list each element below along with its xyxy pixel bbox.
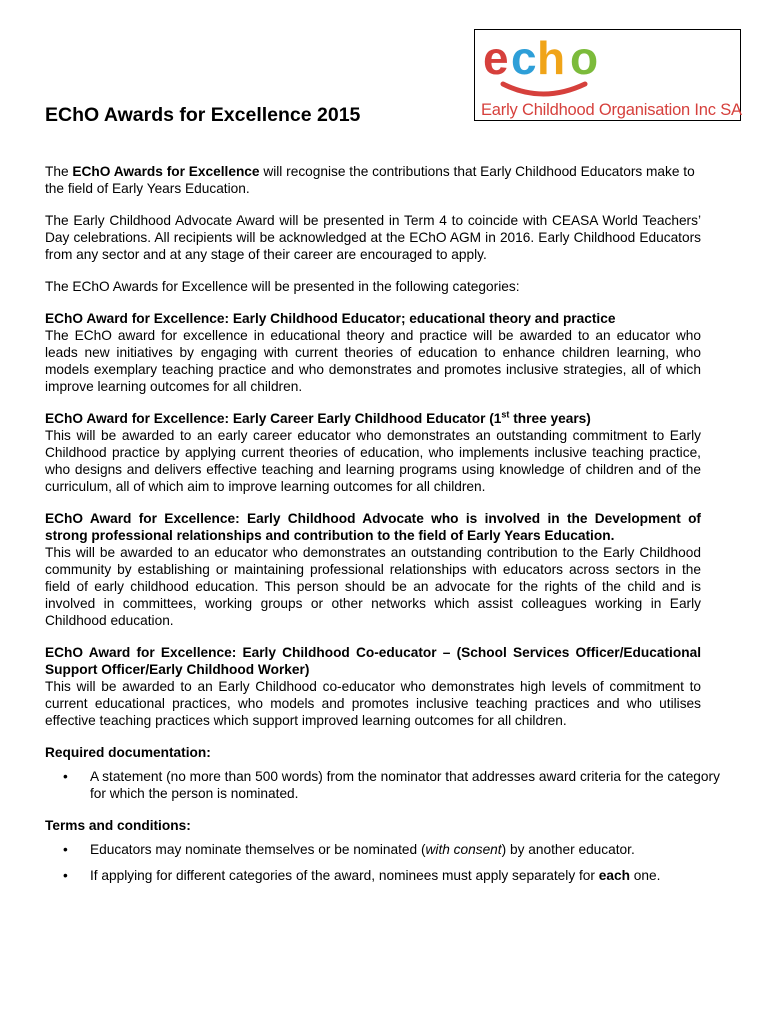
category-educator bbox=[45, 310, 701, 395]
logo-letter-o: o bbox=[570, 32, 599, 84]
list-item-text: A statement (no more than 500 words) from the nominator that addresses award criteria for the category for which the person is nominated. bbox=[90, 769, 720, 801]
list-item bbox=[45, 768, 729, 802]
terms-heading: Terms and conditions: bbox=[45, 818, 191, 833]
category-heading: EChO Award for Excellence: Early Childhood Co-educator – (School Services Officer/Educational Support Officer/Early Childhood Worker) bbox=[45, 645, 701, 677]
terms-list bbox=[45, 841, 729, 884]
categories-intro: The EChO Awards for Excellence will be presented in the following categories: bbox=[45, 279, 520, 294]
page-title: EChO Awards for Excellence 2015 bbox=[45, 104, 361, 126]
logo-letter-c: c bbox=[511, 32, 537, 84]
list-item-text: one. bbox=[629, 868, 661, 883]
category-heading bbox=[45, 410, 701, 427]
category-early-career bbox=[45, 410, 701, 495]
list-item-italic: with consent bbox=[425, 842, 502, 857]
list-item bbox=[45, 841, 729, 858]
logo-letter-e: e bbox=[483, 32, 509, 84]
category-body: This will be awarded to an Early Childhood co-educator who demonstrates high levels of commitment to current educational practices, who models and promotes inclusive teaching practices and who utilises effective teaching practices which support improved learning outcomes for all children. bbox=[45, 679, 701, 728]
intro-prefix: The bbox=[45, 164, 73, 179]
list-item-bold: each bbox=[598, 868, 630, 883]
category-heading: EChO Award for Excellence: Early Childhood Advocate who is involved in the Development of strong professional relationships and contribution to the field of Early Years Education. bbox=[45, 511, 701, 543]
category-body: The EChO award for excellence in educational theory and practice will be awarded to an educator who leads new initiatives by engaging with current theories of education to enhance children learning, who models exemplary teaching practice and who demonstrates and promotes inclusive strategies, all of which improve learning outcomes for all children. bbox=[45, 328, 701, 394]
required-documentation-list bbox=[45, 768, 729, 802]
list-item-text: ) by another educator. bbox=[501, 842, 635, 857]
document-body bbox=[45, 163, 720, 899]
category-co-educator bbox=[45, 644, 701, 729]
category-heading: EChO Award for Excellence: Early Childhood Educator; educational theory and practice bbox=[45, 311, 616, 326]
bullet-icon: • bbox=[63, 842, 68, 857]
intro-bold: EChO Awards for Excellence bbox=[72, 164, 260, 179]
category-advocate bbox=[45, 510, 701, 629]
intro-paragraph bbox=[45, 163, 701, 197]
bullet-icon: • bbox=[63, 769, 68, 784]
heading-superscript: st bbox=[501, 409, 510, 420]
list-item-text: If applying for different categories of the award, nominees must apply separately for bbox=[90, 868, 599, 883]
category-body: This will be awarded to an early career educator who demonstrates an outstanding commitment to Early Childhood practice by applying current theories of education, who implements inclusive teaching practice, who designs and delivers effective teaching and learning programs using knowledge of children and of the curriculum, all of which aim to improve learning outcomes for all children. bbox=[45, 428, 701, 494]
logo-smile-icon bbox=[503, 84, 585, 94]
list-item bbox=[45, 867, 729, 884]
presentation-paragraph: The Early Childhood Advocate Award will be presented in Term 4 to coincide with CEASA World Teachers’ Day celebrations. All recipients will be acknowledged at the EChO AGM in 2016. Early Childhood Educators from any sector and at any stage of their career are encouraged to apply. bbox=[45, 213, 701, 262]
heading-part: EChO Award for Excellence: Early Career Early Childhood Educator (1 bbox=[45, 411, 502, 426]
echo-logo bbox=[474, 29, 741, 121]
required-documentation-heading: Required documentation: bbox=[45, 745, 211, 760]
logo-letter-h: h bbox=[537, 32, 566, 84]
echo-wordmark bbox=[481, 32, 611, 104]
heading-part: three years) bbox=[509, 411, 591, 426]
intro-suffix: will recognise the contributions that Early Childhood Educators make to the field of Early Years Education. bbox=[45, 164, 695, 196]
list-item-text: Educators may nominate themselves or be nominated ( bbox=[90, 842, 426, 857]
category-body: This will be awarded to an educator who demonstrates an outstanding contribution to the Early Childhood community by establishing or maintaining professional relationships with educators across sectors in the field of early childhood education. This person should be an advocate for the rights of the child and is involved in committees, working groups or other networks which assist colleagues working in Early Childhood education. bbox=[45, 545, 701, 628]
bullet-icon: • bbox=[63, 868, 68, 883]
logo-caption: Early Childhood Organisation Inc SA bbox=[481, 101, 742, 119]
